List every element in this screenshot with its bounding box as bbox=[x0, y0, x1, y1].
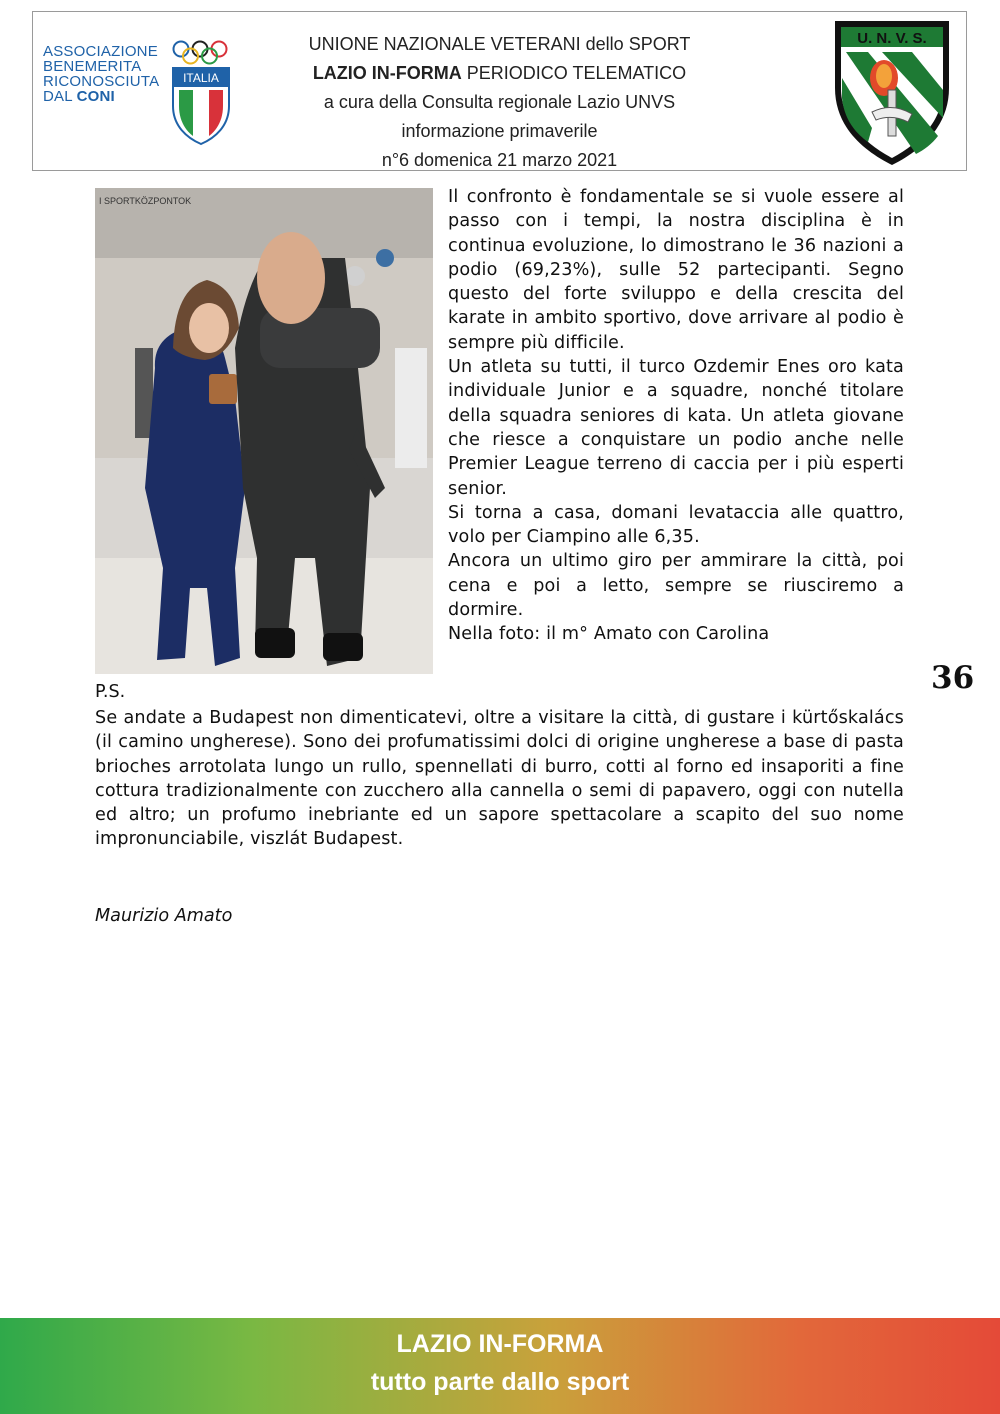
footer-title: LAZIO IN-FORMA bbox=[396, 1330, 604, 1358]
coni-logo-text bbox=[43, 44, 159, 104]
header-line-2-rest: PERIODICO TELEMATICO bbox=[461, 63, 687, 83]
italia-shield-label: ITALIA bbox=[183, 71, 219, 85]
olympic-rings-icon bbox=[171, 40, 231, 66]
coni-line-4 bbox=[43, 89, 159, 104]
article-photo bbox=[95, 188, 433, 674]
header-title-block bbox=[233, 30, 766, 175]
header-line-3: a cura della Consulta regionale Lazio UNVS bbox=[323, 92, 676, 112]
unvs-shield-logo bbox=[832, 18, 952, 168]
italia-shield-icon bbox=[171, 66, 231, 146]
ps-paragraph: Se andate a Budapest non dimenticatevi, oltre a visitare la città, di gustare i kürtőskalács (il camino ungherese). Sono dei profumatissimi dolci di origine ungherese a base di pasta brioches arrotolata lungo un rullo, spennellati di burro, cotti al forno ed insaporiti a fine cottura tradizionalmente con zucchero alla cannella o semi di papavero, oggi con nutella ed altro; un profumo inebriante ed un sapore spettacolare a scapito del suo nome impronunciabile, viszlát Budapest. bbox=[95, 708, 904, 850]
coni-line-3: RICONOSCIUTA bbox=[43, 73, 160, 90]
coni-line-2: BENEMERITA bbox=[43, 58, 142, 75]
header-line-2 bbox=[233, 59, 766, 88]
article-body bbox=[448, 185, 904, 647]
header-line-2-bold: LAZIO IN-FORMA bbox=[312, 63, 462, 83]
page-number: 36 bbox=[931, 660, 975, 696]
footer-tagline: tutto parte dallo sport bbox=[370, 1368, 630, 1396]
page-footer bbox=[0, 1318, 1000, 1414]
article-author: Maurizio Amato bbox=[95, 906, 233, 926]
article-paragraph: Il confronto è fondamentale se si vuole essere al passo con i tempi, la nostra disciplina è in continua evoluzione, lo dimostrano le 36 nazioni a podio (69,23%), sulle 52 partecipanti. Segno questo del forte sviluppo e della crescita del karate in ambito sportivo, dove arrivare al podio è sempre più difficile. bbox=[448, 187, 904, 353]
photo-caption: Nella foto: il m° Amato con Carolina bbox=[448, 624, 770, 645]
coni-line-4-prefix: DAL bbox=[43, 88, 77, 105]
article-paragraph: Ancora un ultimo giro per ammirare la città, poi cena e poi a letto, sempre se riusciremo a dormire. bbox=[448, 551, 904, 621]
page-header bbox=[32, 11, 967, 171]
header-line-4: informazione primaverile bbox=[401, 121, 598, 141]
ps-label: P.S. bbox=[95, 682, 126, 702]
unvs-logo-text: U. N. V. S. bbox=[857, 30, 927, 47]
coni-association-logo bbox=[43, 40, 233, 150]
coni-line-4-bold: CONI bbox=[76, 88, 115, 105]
header-line-1: UNIONE NAZIONALE VETERANI dello SPORT bbox=[308, 34, 691, 54]
article-paragraph: Un atleta su tutti, il turco Ozdemir Enes oro kata individuale Junior e a squadre, nonché titolare della squadra seniores di kata. Un atleta giovane che riesce a conquistare un podio anche nelle Premier League terreno di caccia per i più esperti senior. bbox=[448, 357, 904, 499]
coni-line-1: ASSOCIAZIONE bbox=[43, 43, 158, 60]
article-paragraph: Si torna a casa, domani levataccia alle quattro, volo per Ciampino alle 6,35. bbox=[448, 502, 904, 548]
photo-sign-text: I SPORTKÖZPONTOK bbox=[99, 196, 192, 206]
header-line-5: n°6 domenica 21 marzo 2021 bbox=[381, 150, 618, 170]
